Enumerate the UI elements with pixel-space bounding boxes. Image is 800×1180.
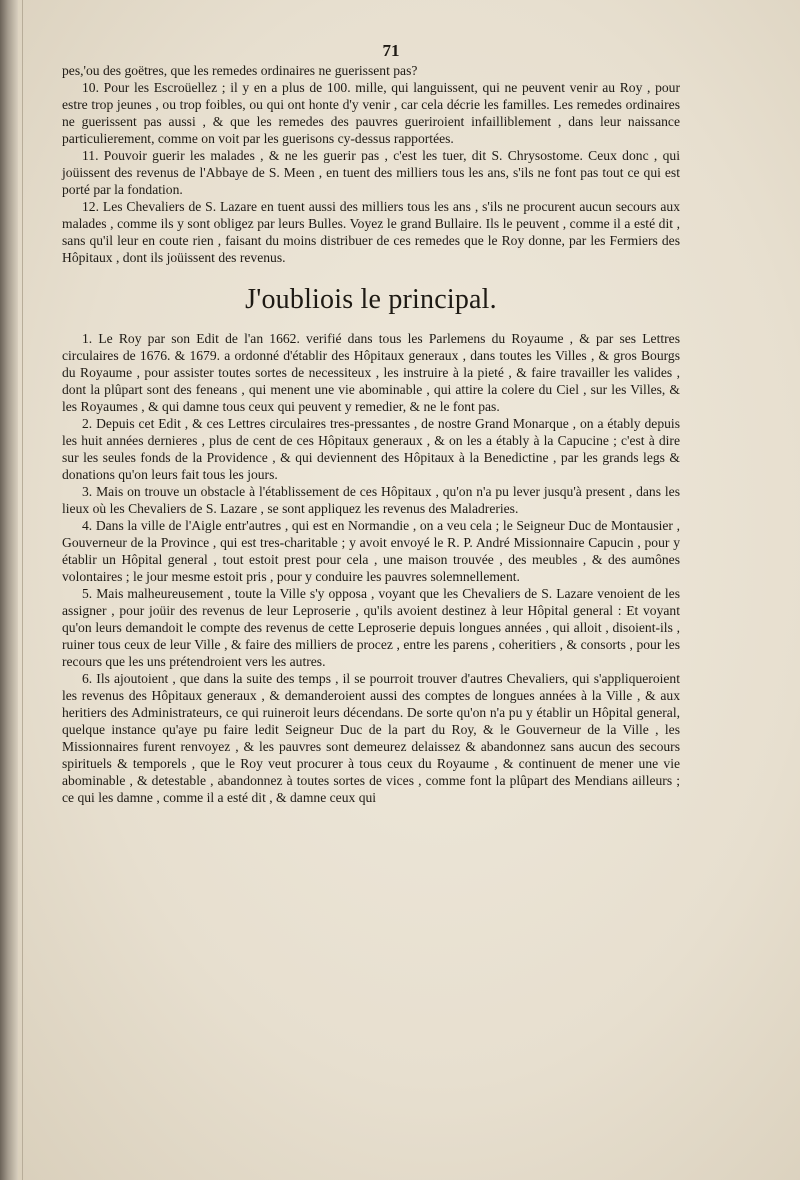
paragraph-3-obstacle: 3. Mais on trouve un obstacle à l'établissement de ces Hôpitaux , qu'on n'a pu lever jusqu'à present , dans les lieux où les Chevaliers de S. Lazare , se sont appliquez les revenus des Maladreries. bbox=[62, 484, 680, 516]
page-text-block bbox=[62, 42, 680, 806]
paragraph-2-depuis: 2. Depuis cet Edit , & ces Lettres circulaires tres-pressantes , de nostre Grand Monarque , on a étably depuis les huit années dernieres , plus de cent de ces Hôpitaux generaux , & on les a étably à la Capucine ; c'est à dire sur les seules fonds de la Providence , & qui deviennent des Hôpitaux à la Benedictine , par les grands legs & donations qu'on leurs fait tous les jours. bbox=[62, 416, 680, 482]
paragraph-4-aigle: 4. Dans la ville de l'Aigle entr'autres , qui est en Normandie , on a veu cela ; le Seigneur Duc de Montausier , Gouverneur de la Province , qui est tres-charitable ; y avoit envoyé le R. P. André Missionnaire Capucin , pour y établir un Hôpital general , tout estoit prest pour cela , une maison trouvée , des meubles , & des aumônes volontaires ; le jour mesme estoit pris , pour y conduire les pauvres solemnellement. bbox=[62, 518, 680, 584]
page-number: 71 bbox=[382, 41, 400, 60]
paragraph-1-edit: 1. Le Roy par son Edit de l'an 1662. verifié dans tous les Parlemens du Royaume , & par ses Lettres circulaires de 1676. & 1679. a ordonné d'établir des Hôpitaux generaux , dans toutes les Villes , & gros Bourgs du Royaume , pour assister toutes sortes de necessiteux , les instruire à la pieté , & faire travailler les valides , dont la plûpart sont des feneans , qui menent une vie abominable , qui attire la colere du Ciel , sur les Villes, & les Royaumes , & qui damne tous ceux qui peuvent y remedier, & ne le font pas. bbox=[62, 331, 680, 414]
page-binding-shadow bbox=[0, 0, 18, 1180]
paragraph-12-chevaliers: 12. Les Chevaliers de S. Lazare en tuent aussi des milliers tous les ans , s'ils ne procurent aucun secours aux malades , comme ils y sont obligez par leurs Bulles. Voyez le grand Bullaire. Ils le peuvent , comme il a esté dit , sans qu'il leur en coute rien , faisant du moins distribuer de ces remedes que le Roy donne, par les Fermiers des Hôpitaux , dont ils joüissent des revenus. bbox=[62, 199, 680, 265]
paragraph-continuation: pes,'ou des goëtres, que les remedes ordinaires ne guerissent pas? bbox=[62, 63, 418, 78]
paragraph-5-opposition: 5. Mais malheureusement , toute la Ville s'y opposa , voyant que les Chevaliers de S. Lazare venoient de les assigner , pour joüir des revenus de leur Leproserie , qu'ils avoient destinez à leur Hôpital general : Et voyant qu'on leurs demandoit le compte des revenus de cette Leproserie depuis longues années , qui alloit , disoient-ils , ruiner tous ceux de leur Ville , & faire des milliers de procez , entre les parens , coheritiers , & consorts , pour les recours que les uns prétendroient vers les autres. bbox=[62, 586, 680, 669]
page-gutter-line bbox=[22, 0, 23, 1180]
section-heading: J'oubliois le principal. bbox=[245, 284, 497, 315]
paragraph-6-ajoutoient: 6. Ils ajoutoient , que dans la suite des temps , il se pourroit trouver d'autres Chevaliers, qui s'appliqueroient les revenus des Hôpitaux generaux , & demanderoient aussi des comptes de longues années à la Ville , & aux heritiers des Administrateurs, ce qui ruineroit leurs décendans. De sorte qu'on n'a pu y établir un Hôpital general, quelque instance qu'aye pu faire ledit Seigneur Duc de la part du Roy, & le Gouverneur de la Ville , les Missionnaires furent renvoyez , & les pauvres sont demeurez delaissez & abandonnez sans aucun des secours spirituels & temporels , que le Roy veut procurer à tous ceux du Royaume , & continuent de mener une vie abominable , & detestable , abandonnez à toutes sortes de vices , comme font la plûpart des Mendians ailleurs ; ce qui les damne , comme il a esté dit , & damne ceux qui bbox=[62, 671, 680, 805]
paragraph-11-chrysostome: 11. Pouvoir guerir les malades , & ne les guerir pas , c'est les tuer, dit S. Chrysostome. Ceux donc , qui joüissent des revenus de l'Abbaye de S. Meen , en tuent des milliers tous les ans, s'ils ne font pas tout ce qui est porté par la fondation. bbox=[62, 148, 680, 197]
paragraph-10-escrouellez: 10. Pour les Escroüellez ; il y en a plus de 100. mille, qui languissent, qui ne peuvent venir au Roy , pour estre trop jeunes , ou trop foibles, ou qui ont honte d'y venir , car cela décrie les familles. Les remedes ordinaires ne guerissent pas aussi , & que les remedes des pauvres gueriroient infailliblement , dans leur naissance particulierement, comme on voit par les guerisons cy-dessus rapportées. bbox=[62, 80, 680, 146]
